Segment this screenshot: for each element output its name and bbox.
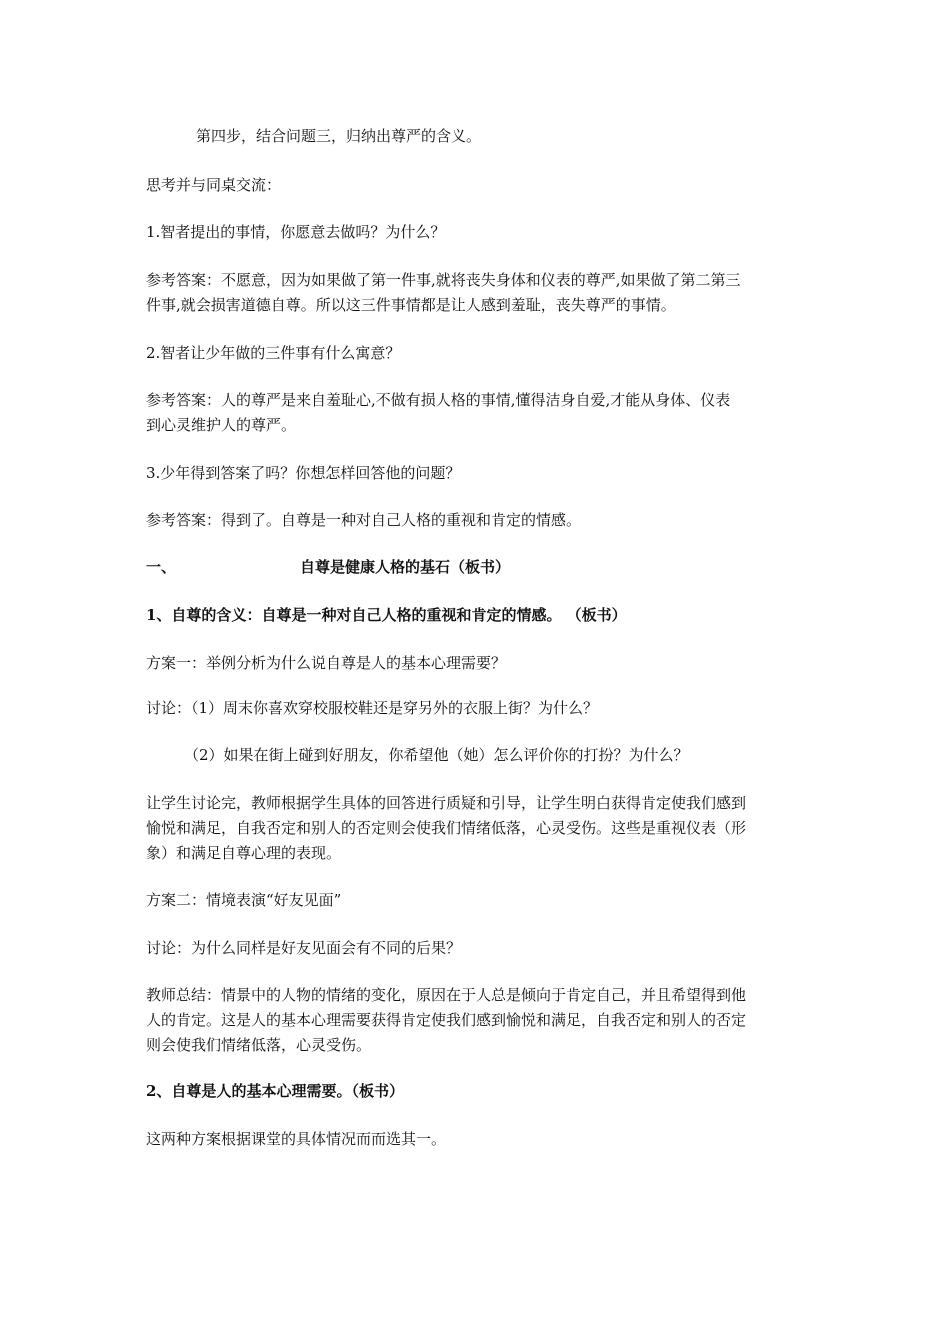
- answer-2-line-1: 参考答案：人的尊严是来自羞耻心,不做有损人格的事情,懂得洁身自爱,才能从身体、仪表: [146, 391, 731, 409]
- think-prompt: 思考并与同桌交流：: [146, 176, 282, 194]
- paragraph-2-line-1: 教师总结：情景中的人物的情绪的变化，原因在于人总是倾向于肯定自己，并且希望得到他: [146, 986, 747, 1004]
- subsection-heading-2: 2、自尊是人的基本心理需要。（板书）: [146, 1082, 404, 1100]
- section-heading-text: 自尊是健康人格的基石（板书）: [300, 558, 511, 576]
- section-heading-1: [146, 555, 814, 580]
- section-heading-number: 一、: [146, 558, 177, 576]
- subsection-heading-1: 1、自尊的含义：自尊是一种对自己人格的重视和肯定的情感。 （板书）: [146, 606, 627, 624]
- paragraph-1-line-3: 象）和满足自尊心理的表现。: [146, 844, 342, 862]
- question-1: 1.智者提出的事情，你愿意去做吗？为什么？: [146, 223, 446, 241]
- paragraph-1-line-1: 让学生讨论完，教师根据学生具体的回答进行质疑和引导，让学生明白获得肯定使我们感到: [146, 794, 747, 812]
- answer-2-line-2: 到心灵维护人的尊严。: [146, 416, 297, 434]
- paragraph-2-line-3: 则会使我们情绪低落，心灵受伤。: [146, 1036, 372, 1054]
- answer-1-line-1: 参考答案：不愿意，因为如果做了第一件事,就将丧失身体和仪表的尊严,如果做了第二第三: [146, 271, 741, 289]
- discussion-1: 讨论：（1）周末你喜欢穿校服校鞋还是穿另外的衣服上街？为什么？: [146, 699, 599, 717]
- step-four-text: 第四步，结合问题三，归纳出尊严的含义。: [196, 127, 482, 145]
- paragraph-2-line-2: 人的肯定。这是人的基本心理需要获得肯定使我们感到愉悦和满足，自我否定和别人的否定: [146, 1011, 747, 1029]
- paragraph-1-line-2: 愉悦和满足，自我否定和别人的否定则会使我们情绪低落，心灵受伤。这些是重视仪表（形: [146, 819, 747, 837]
- answer-3: 参考答案：得到了。自尊是一种对自己人格的重视和肯定的情感。: [146, 511, 582, 529]
- closing-note: 这两种方案根据课堂的具体情况而而选其一。: [146, 1130, 447, 1148]
- plan-one: 方案一：举例分析为什么说自尊是人的基本心理需要？: [146, 654, 507, 672]
- question-3: 3.少年得到答案了吗？你想怎样回答他的问题？: [146, 464, 461, 482]
- discussion-3: 讨论：为什么同样是好友见面会有不同的后果？: [146, 939, 462, 957]
- answer-1-line-2: 件事,就会损害道德自尊。所以这三件事情都是让人感到羞耻，丧失尊严的事情。: [146, 296, 676, 314]
- plan-two: 方案二：情境表演“好友见面”: [146, 891, 342, 909]
- question-2: 2.智者让少年做的三件事有什么寓意？: [146, 344, 401, 362]
- discussion-2: （2）如果在街上碰到好朋友，你希望他（她）怎么评价你的打扮？为什么？: [184, 746, 689, 764]
